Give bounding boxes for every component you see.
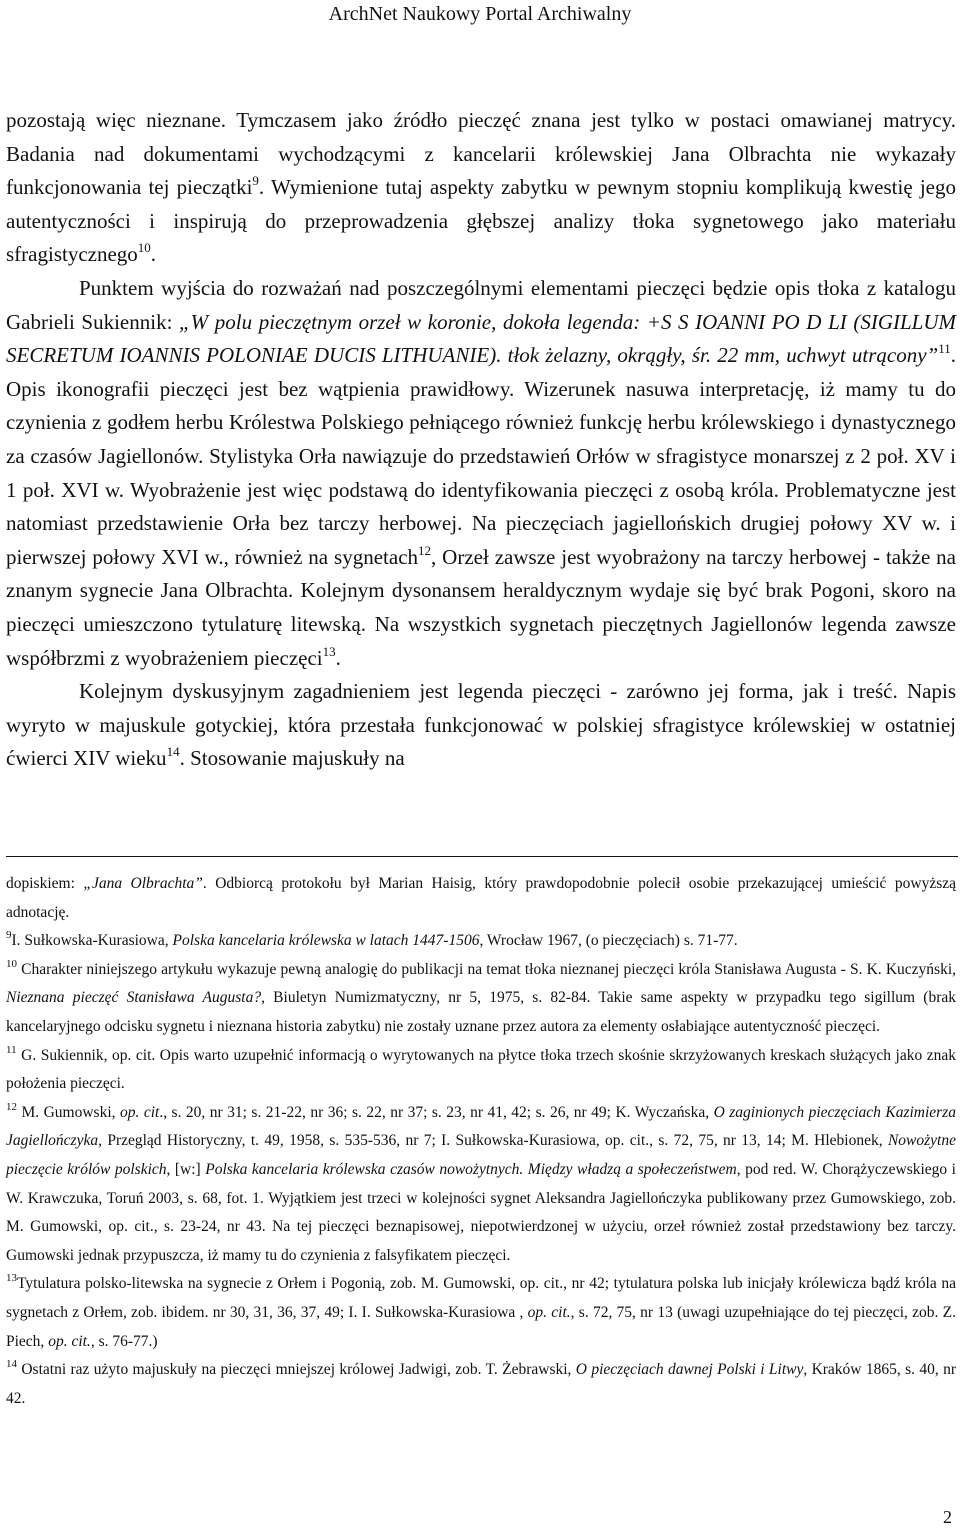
- text-run: I. Sułkowska-Kurasiowa,: [11, 932, 173, 950]
- text-run: , [w:]: [166, 1160, 206, 1178]
- text-run: dopiskiem:: [6, 875, 84, 892]
- text-run: M. Gumowski,: [17, 1103, 120, 1121]
- page-number: 2: [943, 1507, 952, 1527]
- footnote-13: [6, 1270, 956, 1356]
- paragraph-1: [6, 104, 956, 272]
- text-run: op. cit: [119, 1103, 160, 1121]
- footnote-number: 14: [6, 1358, 17, 1371]
- text-run: Ostatni raz użyto majuskuły na pieczęci mniejszej królowej Jadwigi, zob. T. Żebrawski,: [17, 1361, 576, 1379]
- catalogue-quote: „W polu pieczętnym orzeł w koronie, dokoła legenda: +S S IOANNI PO D LI (SIGILLUM SECRETUM IOANNIS POLONIAE DUCIS LITHUANIE). tłok żelazny, okrągły, śr. 22 mm, uchwyt utrącony”: [6, 309, 956, 368]
- text-run: , Kraków 1865, s. 40, nr 42.: [6, 1361, 956, 1407]
- text-run: Kolejnym dyskusyjnym zagadnieniem jest legenda pieczęci - zarówno jej forma, jak i treść. Napis wyryto w majuskule gotyckiej, która przestała funkcjonować w polskiej sfragistyce królewskiej w ostatniej ćwierci XIV wieku: [6, 679, 956, 771]
- footnote-number: 10: [6, 957, 17, 970]
- footnote-ref-14[interactable]: 14: [166, 744, 180, 760]
- text-run: Nieznana pieczęć Stanisława Augusta?: [6, 989, 262, 1007]
- footnote-separator: [6, 856, 958, 857]
- text-run: pozostają więc nieznane. Tymczasem jako źródło pieczęć znana jest tylko w postaci omawianej matrycy. Badania nad dokumentami wychodzącymi z kancelarii królewskiej Jana Olbrachta nie wykazały funkcjonowania tej pieczątki: [6, 108, 956, 200]
- text-run: ., s. 20, nr 31; s. 21-22, nr 36; s. 22, nr 37; s. 23, nr 41, 42; s. 26, nr 49; K. Wyczańska,: [159, 1103, 714, 1121]
- footnote-9: [6, 927, 956, 956]
- footnote-number: 9: [6, 929, 12, 942]
- text-run: Nowożytne pieczęcie królów polskich: [6, 1132, 956, 1178]
- text-run: , s. 72, 75, nr 13 (uwagi uzupełniające do tej pieczęci, zob. Z. Piech,: [6, 1303, 956, 1350]
- text-run: O zaginionych pieczęciach Kazimierza Jagiellończyka: [6, 1103, 956, 1150]
- text-run: Tytulatura polsko-litewska na sygnecie z Orłem i Pogonią, zob. M. Gumowski, op. cit., nr 42; tytulatura polska lub inicjały królewicza bądź króla na sygnetach z Orłem, zob. ibidem. nr 30, 31, 36, 37, 49; I. I. Sułkowska-Kurasiowa ,: [6, 1275, 956, 1321]
- footnote-number: 13: [6, 1272, 17, 1285]
- text-run: .: [335, 645, 341, 670]
- text-run: . Stosowanie majuskuły na: [179, 746, 405, 771]
- text-run: „Jana Olbrachta”: [83, 875, 203, 892]
- text-run: , Wrocław 1967, (o pieczęciach) s. 71-77.: [479, 932, 738, 950]
- footnote-12: [6, 1099, 956, 1271]
- text-run: . Opis ikonografii pieczęci jest bez wątpienia prawidłowy. Wizerunek nasuwa interpretację, iż mamy tu do czynienia z godłem herbu Królestwa Polskiego pełniącego również funkcję herbu królewskiego i dynastycznego za czasów Jagiellonów. Stylistyka Orła nawiązuje do przedstawień Orłów w sfragistyce monarszej z 2 poł. XV i 1 poł. XVI w. Wyobrażenie jest więc podstawą do identyfikowania pieczęci z osobą króla. Problematyczne jest natomiast przedstawienie Orła bez tarczy herbowej. Na pieczęciach jagiellońskich drugiej połowy XV w. i pierwszej połowy XVI w., również na sygnetach: [6, 343, 956, 569]
- text-run: Punktem wyjścia do rozważań nad poszczególnymi elementami pieczęci będzie opis tłoka z katalogu Gabrieli Sukiennik:: [6, 275, 956, 334]
- text-run: , Przegląd Historyczny, t. 49, 1958, s. 535-536, nr 7; I. Sułkowska-Kurasiowa, op. cit., s. 72, 75, nr 13, 14; M. Hlebionek,: [98, 1132, 888, 1150]
- paragraph-2: [6, 272, 956, 675]
- text-run: , pod red. W. Chorążyczewskiego i W. Krawczuka, Toruń 2003, s. 68, fot. 1. Wyjątkiem jest trzeci w kolejności sygnet Aleksandra Jagiellończyka publikowany przez Gumowskiego, zob. M. Gumowski, op. cit., s. 23-24, nr 43. Na tej pieczęci beznapisowej, niepotwierdzonej w użyciu, orzeł również został przedstawiony bez tarczy. Gumowski jednak przypuszcza, iż mamy tu do czynienia z falsyfikatem pieczęci.: [6, 1160, 956, 1264]
- footnote-continued: [6, 870, 956, 927]
- text-run: O pieczęciach dawnej Polski i Litwy: [575, 1361, 804, 1379]
- footnote-ref-10[interactable]: 10: [137, 240, 151, 256]
- footnote-ref-9[interactable]: 9: [252, 173, 259, 189]
- footnote-number: 12: [6, 1100, 17, 1113]
- main-text: [6, 104, 956, 776]
- paragraph-3: [6, 675, 956, 776]
- footnote-10: [6, 956, 956, 1042]
- text-run: , s. 76-77.): [90, 1332, 158, 1350]
- footnotes: [6, 870, 956, 1413]
- text-run: Polska kancelaria królewska czasów nowożytnych. Między władzą a społeczeństwem: [205, 1160, 737, 1178]
- text-run: , Orzeł zawsze jest wyobrażony na tarczy herbowej - także na znanym sygnecie Jana Olbrachta. Kolejnym dysonansem heraldycznym wydaje się być brak Pogoni, skoro na pieczęci umieszczono tytulaturę litewską. Na wszystkich sygnetach pieczętnych Jagiellonów legenda zawsze współbrzmi z wyobrażeniem pieczęci: [6, 544, 957, 670]
- footnote-ref-12[interactable]: 12: [418, 542, 432, 558]
- text-run: G. Sukiennik, op. cit. Opis warto uzupełnić informacją o wyrytowanych na płytce tłoka trzech skośnie skrzyżowanych kreskach służących jako znak położenia pieczęci.: [6, 1046, 956, 1093]
- text-run: .: [150, 242, 157, 267]
- footnote-14: [6, 1356, 956, 1413]
- footnote-ref-13[interactable]: 13: [322, 643, 336, 659]
- footnote-ref-11[interactable]: 11: [938, 341, 951, 357]
- text-run: . Wymienione tutaj aspekty zabytku w pewnym stopniu komplikują kwestię jego autentyczności i inspirują do przeprowadzenia głębszej analizy tłoka sygnetowego jako materiału sfragistycznego: [6, 175, 956, 267]
- footnote-11: [6, 1042, 956, 1099]
- text-run: Polska kancelaria królewska w latach 1447-1506: [172, 932, 480, 950]
- site-header: ArchNet Naukowy Portal Archiwalny: [328, 3, 632, 25]
- text-run: Charakter niniejszego artykułu wykazuje pewną analogię do publikacji na temat tłoka nieznanej pieczęci króla Stanisława Augusta - S. K. Kuczyński,: [17, 960, 956, 978]
- text-run: op. cit.: [48, 1332, 91, 1350]
- text-run: . Odbiorcą protokołu był Marian Haisig, który prawdopodobnie polecił osobie przekazującej umieścić powyższą adnotację.: [6, 875, 956, 921]
- text-run: op. cit.: [527, 1303, 571, 1321]
- footnote-number: 11: [6, 1043, 17, 1056]
- text-run: , Biuletyn Numizmatyczny, nr 5, 1975, s. 82-84. Takie same aspekty w przypadku tego sigillum (brak kancelaryjnego odcisku sygnetu i nieznana historia zabytku) nie zostały uznane przez autora za elementy osłabiające autentyczność pieczęci.: [6, 989, 956, 1035]
